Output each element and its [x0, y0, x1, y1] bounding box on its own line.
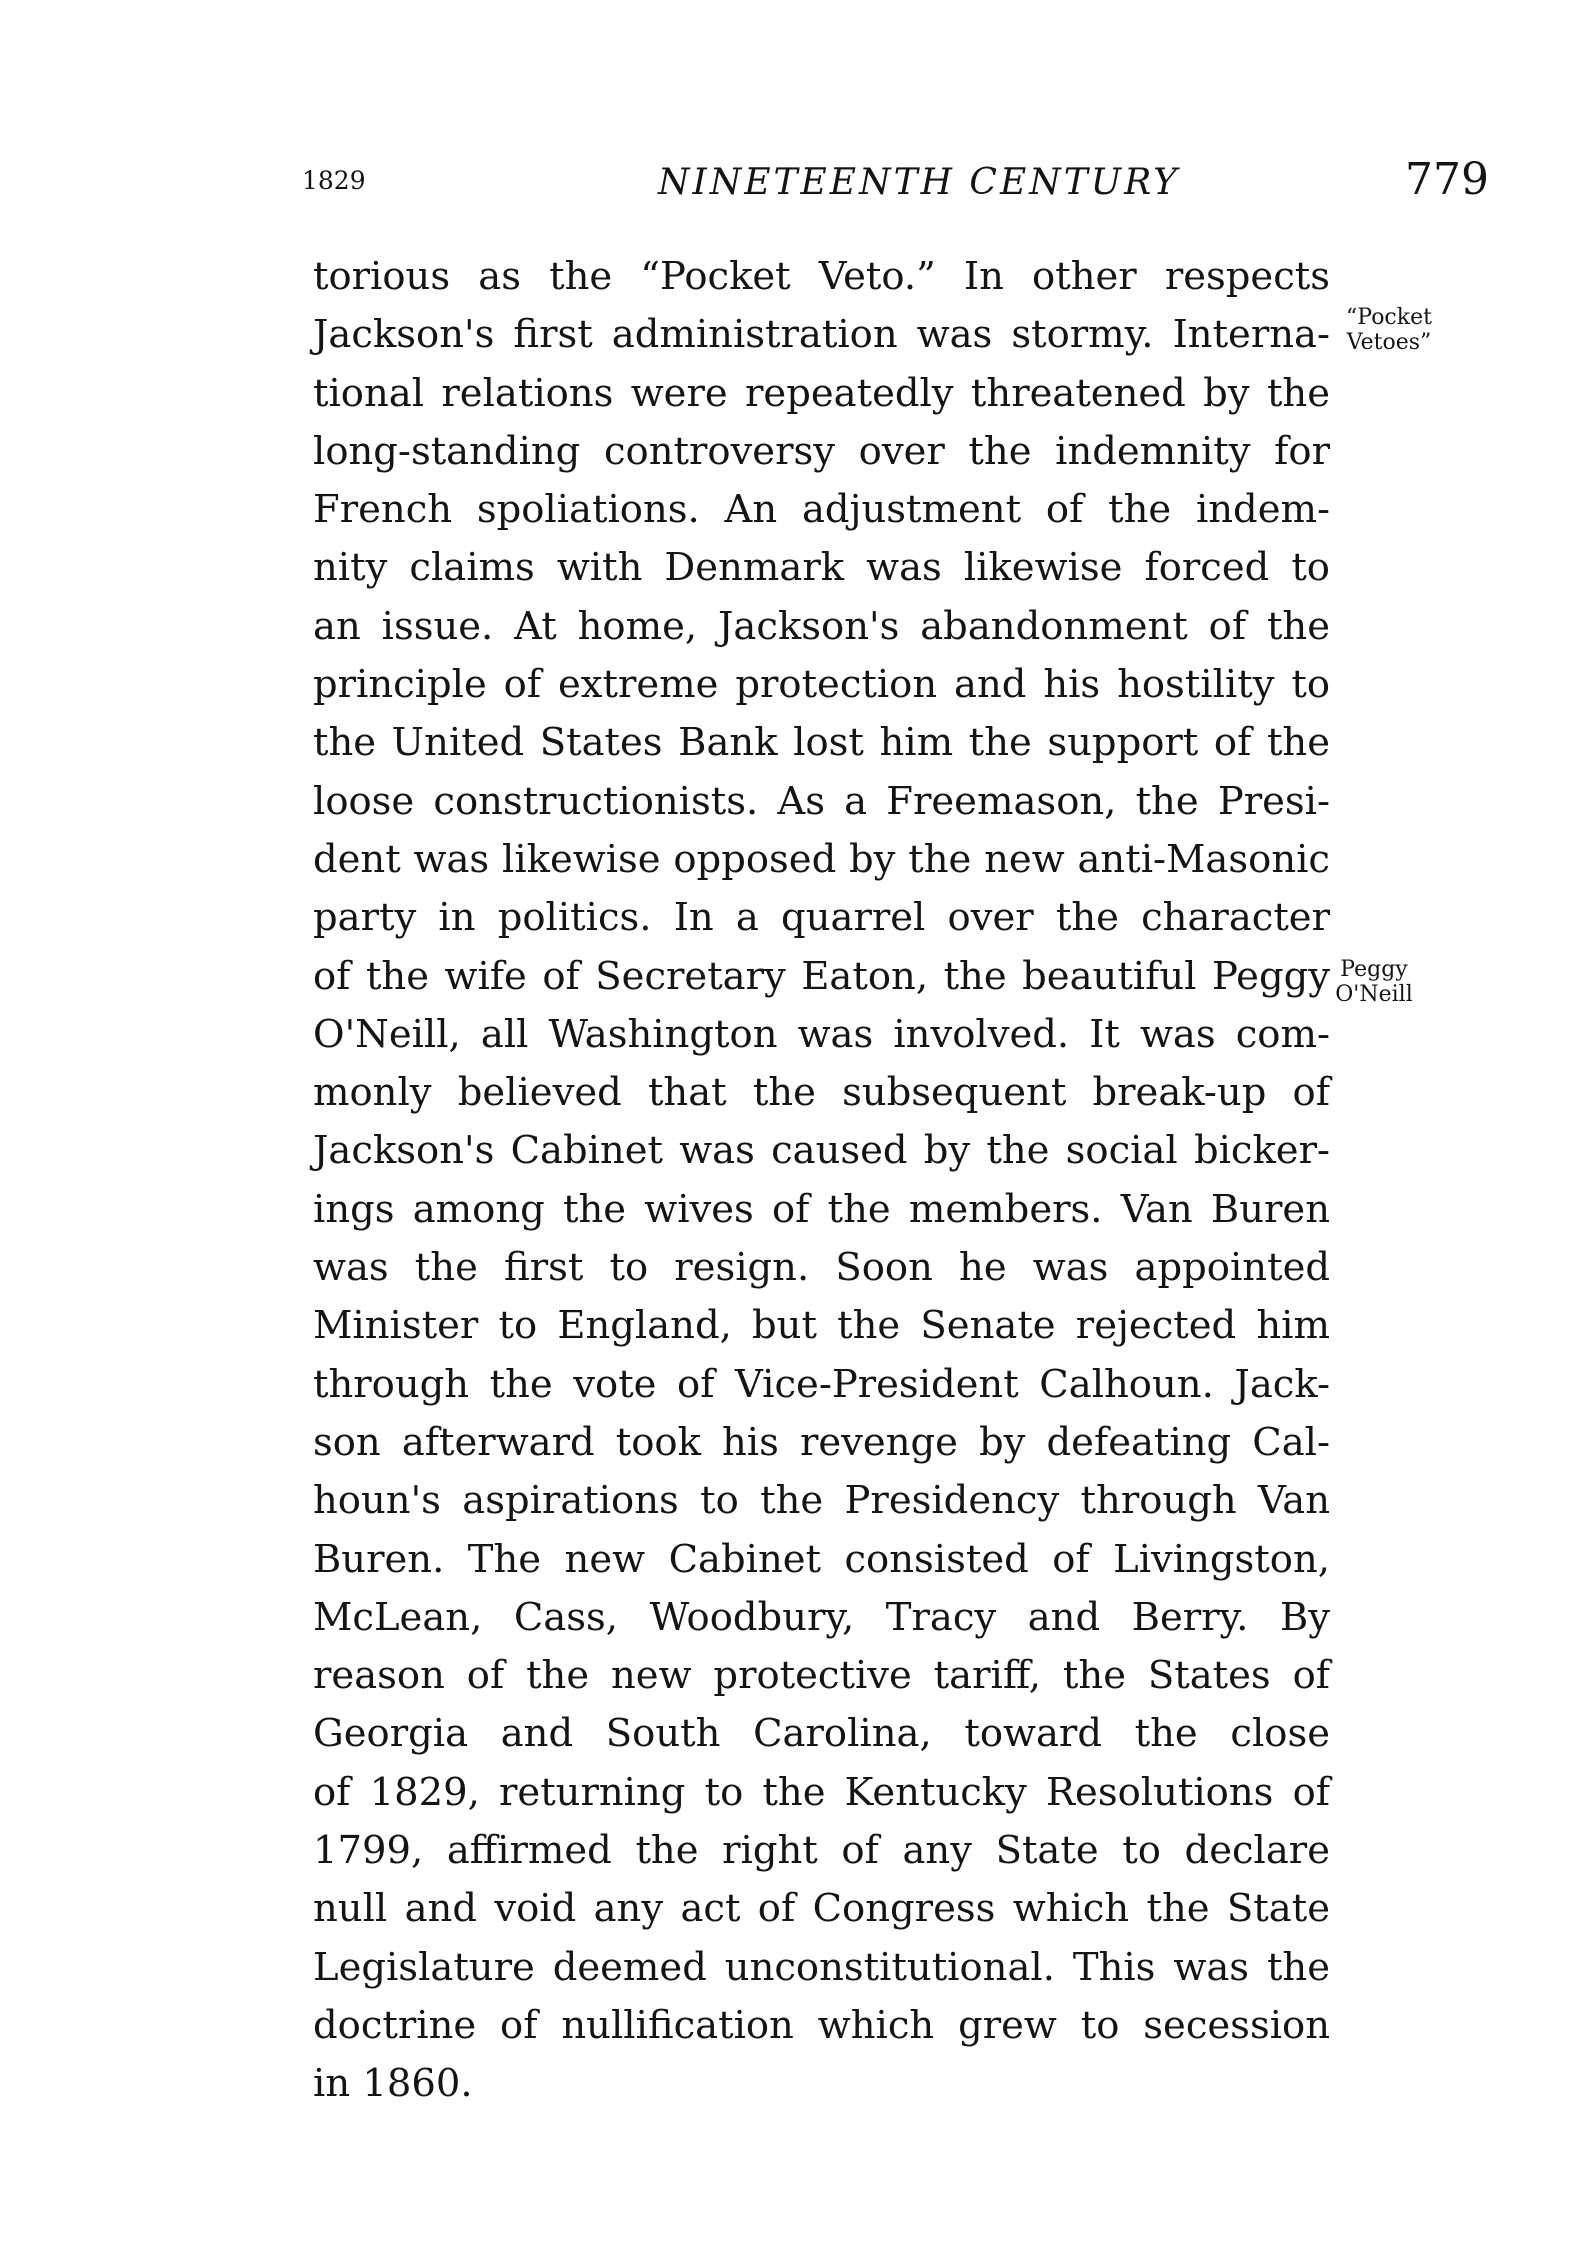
- text-line: houn's aspirations to the Presidency through Van: [313, 1478, 1330, 1524]
- header-year: 1829: [302, 166, 366, 195]
- text-line: long-standing controversy over the indemnity for: [313, 428, 1330, 474]
- text-line: Georgia and South Carolina, toward the close: [313, 1711, 1330, 1757]
- text-line: 1799, affirmed the right of any State to declare: [313, 1828, 1330, 1874]
- running-header: [0, 154, 1580, 220]
- text-line: null and void any act of Congress which the State: [313, 1886, 1330, 1932]
- text-line: loose constructionists. As a Freemason, the Presi-: [313, 778, 1330, 824]
- text-line: son afterward took his revenge by defeating Cal-: [313, 1419, 1330, 1465]
- text-line: through the vote of Vice-President Calhoun. Jack-: [313, 1361, 1330, 1407]
- text-line: Minister to England, but the Senate rejected him: [313, 1303, 1330, 1349]
- text-line: Jackson's Cabinet was caused by the social bicker-: [313, 1128, 1330, 1174]
- body-text: [313, 248, 1330, 2114]
- text-line: of the wife of Secretary Eaton, the beautiful Peggy: [313, 953, 1330, 999]
- text-line: Jackson's first administration was stormy. Interna-: [313, 312, 1330, 358]
- text-line: McLean, Cass, Woodbury, Tracy and Berry. By: [313, 1594, 1330, 1640]
- sidenote-line: Vetoes”: [1346, 330, 1432, 355]
- text-line: O'Neill, all Washington was involved. It was com-: [313, 1011, 1330, 1057]
- sidenote-line: “Pocket: [1346, 305, 1432, 330]
- text-line: doctrine of nullification which grew to secession: [313, 2002, 1330, 2048]
- text-line: an issue. At home, Jackson's abandonment of the: [313, 603, 1330, 649]
- sidenote-peggy-oneill: [1322, 957, 1426, 1007]
- text-line: Legislature deemed unconstitutional. This was the: [313, 1944, 1330, 1990]
- text-line: principle of extreme protection and his hostility to: [313, 662, 1330, 708]
- text-line: Buren. The new Cabinet consisted of Livingston,: [313, 1536, 1330, 1582]
- text-line: was the first to resign. Soon he was appointed: [313, 1245, 1330, 1291]
- text-line: the United States Bank lost him the support of the: [313, 720, 1330, 766]
- page-number: 779: [1405, 154, 1489, 205]
- text-line: French spoliations. An adjustment of the indem-: [313, 487, 1330, 533]
- text-line: tional relations were repeatedly threatened by the: [313, 370, 1330, 416]
- text-line: nity claims with Denmark was likewise forced to: [313, 545, 1330, 591]
- text-line: reason of the new protective tariff, the States of: [313, 1653, 1330, 1699]
- text-line: monly believed that the subsequent break-up of: [313, 1070, 1330, 1116]
- sidenote-pocket-vetoes: [1324, 305, 1454, 355]
- text-line: torious as the “Pocket Veto.” In other respects: [313, 254, 1330, 299]
- text-line: party in politics. In a quarrel over the character: [313, 895, 1330, 941]
- sidenote-line: O'Neill: [1335, 982, 1413, 1007]
- sidenote-line: Peggy: [1340, 957, 1408, 982]
- text-line: in 1860.: [313, 2061, 473, 2107]
- text-line: dent was likewise opposed by the new anti-Masonic: [313, 836, 1330, 882]
- text-line: ings among the wives of the members. Van Buren: [313, 1186, 1330, 1232]
- text-line: of 1829, returning to the Kentucky Resolutions of: [313, 1769, 1330, 1815]
- running-title: NINETEENTH CENTURY: [658, 162, 1180, 203]
